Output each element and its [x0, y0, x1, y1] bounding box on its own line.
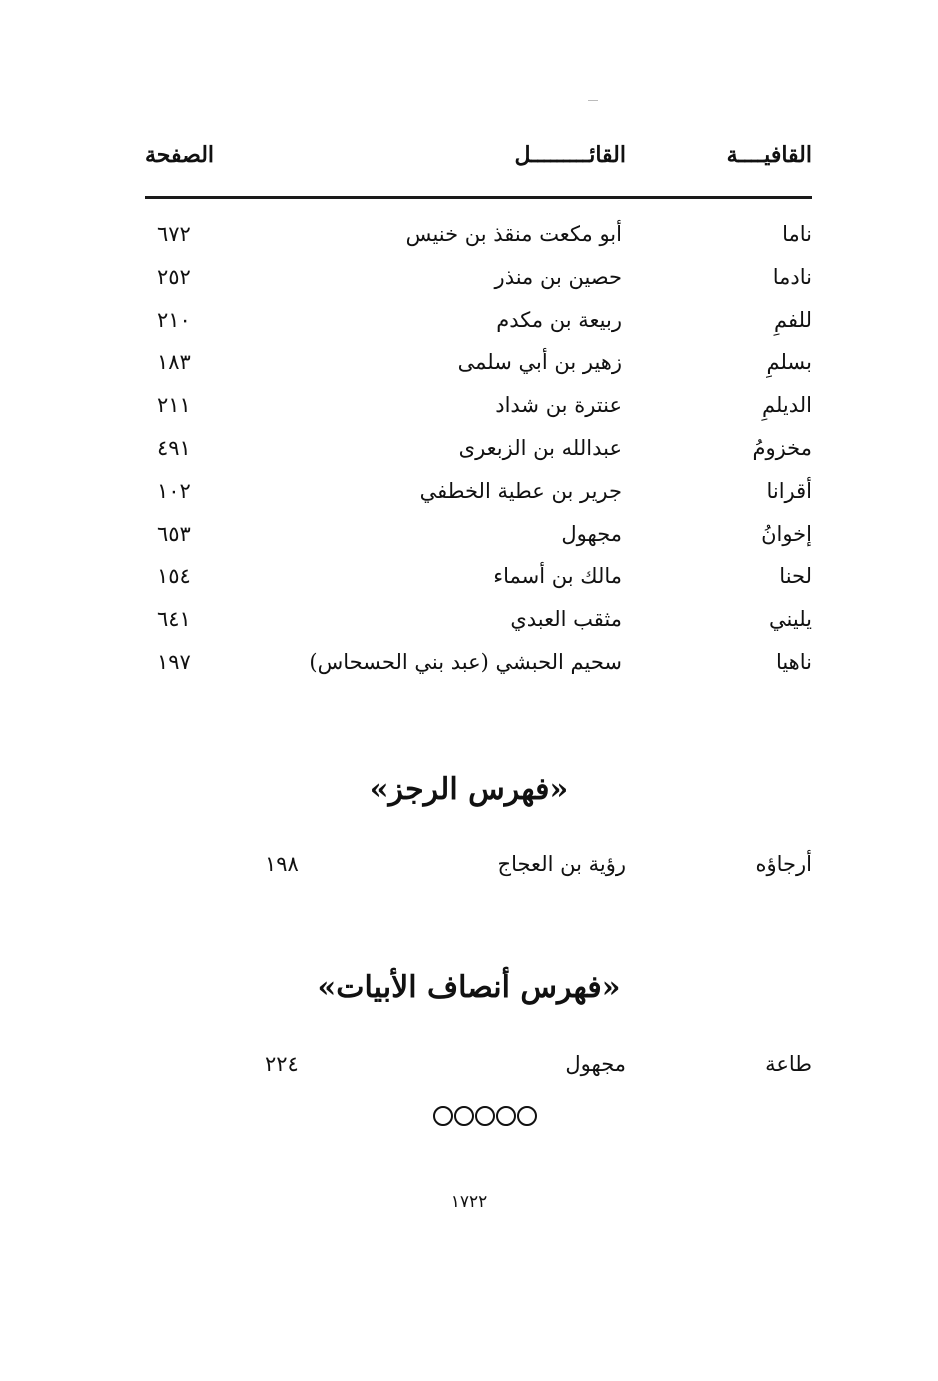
table-row: [145, 646, 812, 689]
ornament-circle: [475, 1106, 495, 1126]
rhyme-cell: أقرانا: [766, 478, 812, 503]
rajaz-section-title: «فهرس الرجز»: [369, 772, 569, 807]
rhyme-cell: للفمِ: [774, 307, 812, 332]
table-row: [145, 261, 812, 304]
page-cell: ٦٤١: [157, 607, 191, 632]
rhyme-cell: يليني: [769, 607, 812, 632]
poet-cell: عبدالله بن الزبعرى: [458, 435, 622, 460]
page-cell: ٦٧٢: [157, 222, 191, 246]
page-cell: ٢١١: [157, 393, 191, 418]
rhyme-cell: إخوانُ: [761, 521, 812, 546]
page-cell: ٢١٠: [157, 307, 191, 332]
table-row: [145, 475, 812, 518]
header-poet: القائـــــــــل: [514, 142, 626, 168]
page-cell: ١٩٧: [157, 649, 191, 674]
page-cell: ١٨٣: [157, 350, 191, 375]
poet-cell: زهير بن أبي سلمى: [457, 350, 622, 375]
poet-cell: مالك بن أسماء: [493, 564, 622, 589]
half-verses-entry-row: [145, 1048, 812, 1088]
table-row: [145, 518, 812, 561]
poet-cell: حصين بن منذر: [494, 264, 622, 289]
rhyme-cell: نادما: [772, 264, 812, 289]
page-cell: ٢٥٢: [157, 264, 191, 289]
table-row: [145, 304, 812, 347]
poet-cell: مثقب العبدي: [510, 607, 622, 632]
rhyme-cell: الديلمِ: [761, 393, 812, 418]
page-cell: ٤٩١: [157, 435, 191, 460]
page-cell: ٢٢٤: [265, 1052, 299, 1076]
page-cell: ١٠٢: [157, 478, 191, 503]
table-header: [145, 138, 812, 182]
header-rhyme: القافيــــة: [726, 142, 812, 168]
rhyme-cell: طاعة: [765, 1052, 812, 1076]
rhyme-cell: بسلمِ: [766, 350, 812, 375]
table-row: [145, 603, 812, 646]
rhyme-cell: ناهيا: [775, 649, 812, 674]
poet-cell: رؤية بن العجاج: [497, 852, 626, 876]
poet-cell: مجهول: [561, 521, 622, 546]
page-cell: ١٩٨: [265, 852, 299, 876]
header-page: الصفحة: [145, 142, 215, 168]
table-row: [145, 218, 812, 261]
half-verses-section-title: «فهرس أنصاف الأبيات»: [317, 970, 621, 1005]
poet-cell: ربيعة بن مكدم: [496, 307, 622, 332]
poet-cell: جرير بن عطية الخطفي: [419, 478, 622, 503]
index-table: [145, 218, 812, 689]
table-row: [145, 389, 812, 432]
ornament-circle: [496, 1106, 516, 1126]
rhyme-cell: مخزومُ: [752, 435, 812, 460]
rhyme-cell: لحنا: [779, 564, 812, 589]
header-divider: [145, 196, 812, 199]
poet-cell: مجهول: [565, 1052, 626, 1076]
scan-speck: [588, 100, 598, 101]
ornament-circle: [454, 1106, 474, 1126]
table-row: [145, 560, 812, 603]
poet-cell: أبو مكعت منقذ بن خنيس: [405, 222, 622, 246]
poet-cell: عنترة بن شداد: [495, 393, 622, 418]
ornament-circle: [517, 1106, 537, 1126]
rhyme-cell: أرجاؤه: [755, 852, 812, 876]
rhyme-cell: ناما: [782, 222, 812, 246]
page-cell: ١٥٤: [157, 564, 191, 589]
poet-cell: سحيم الحبشي (عبد بني الحسحاس): [309, 649, 622, 674]
table-row: [145, 346, 812, 389]
page-cell: ٦٥٣: [157, 521, 191, 546]
table-row: [145, 432, 812, 475]
page-number: ١٧٢٢: [450, 1192, 488, 1212]
rajaz-entry-row: [145, 848, 812, 888]
ornament-circle: [433, 1106, 453, 1126]
end-ornament-icon: [433, 1103, 537, 1133]
